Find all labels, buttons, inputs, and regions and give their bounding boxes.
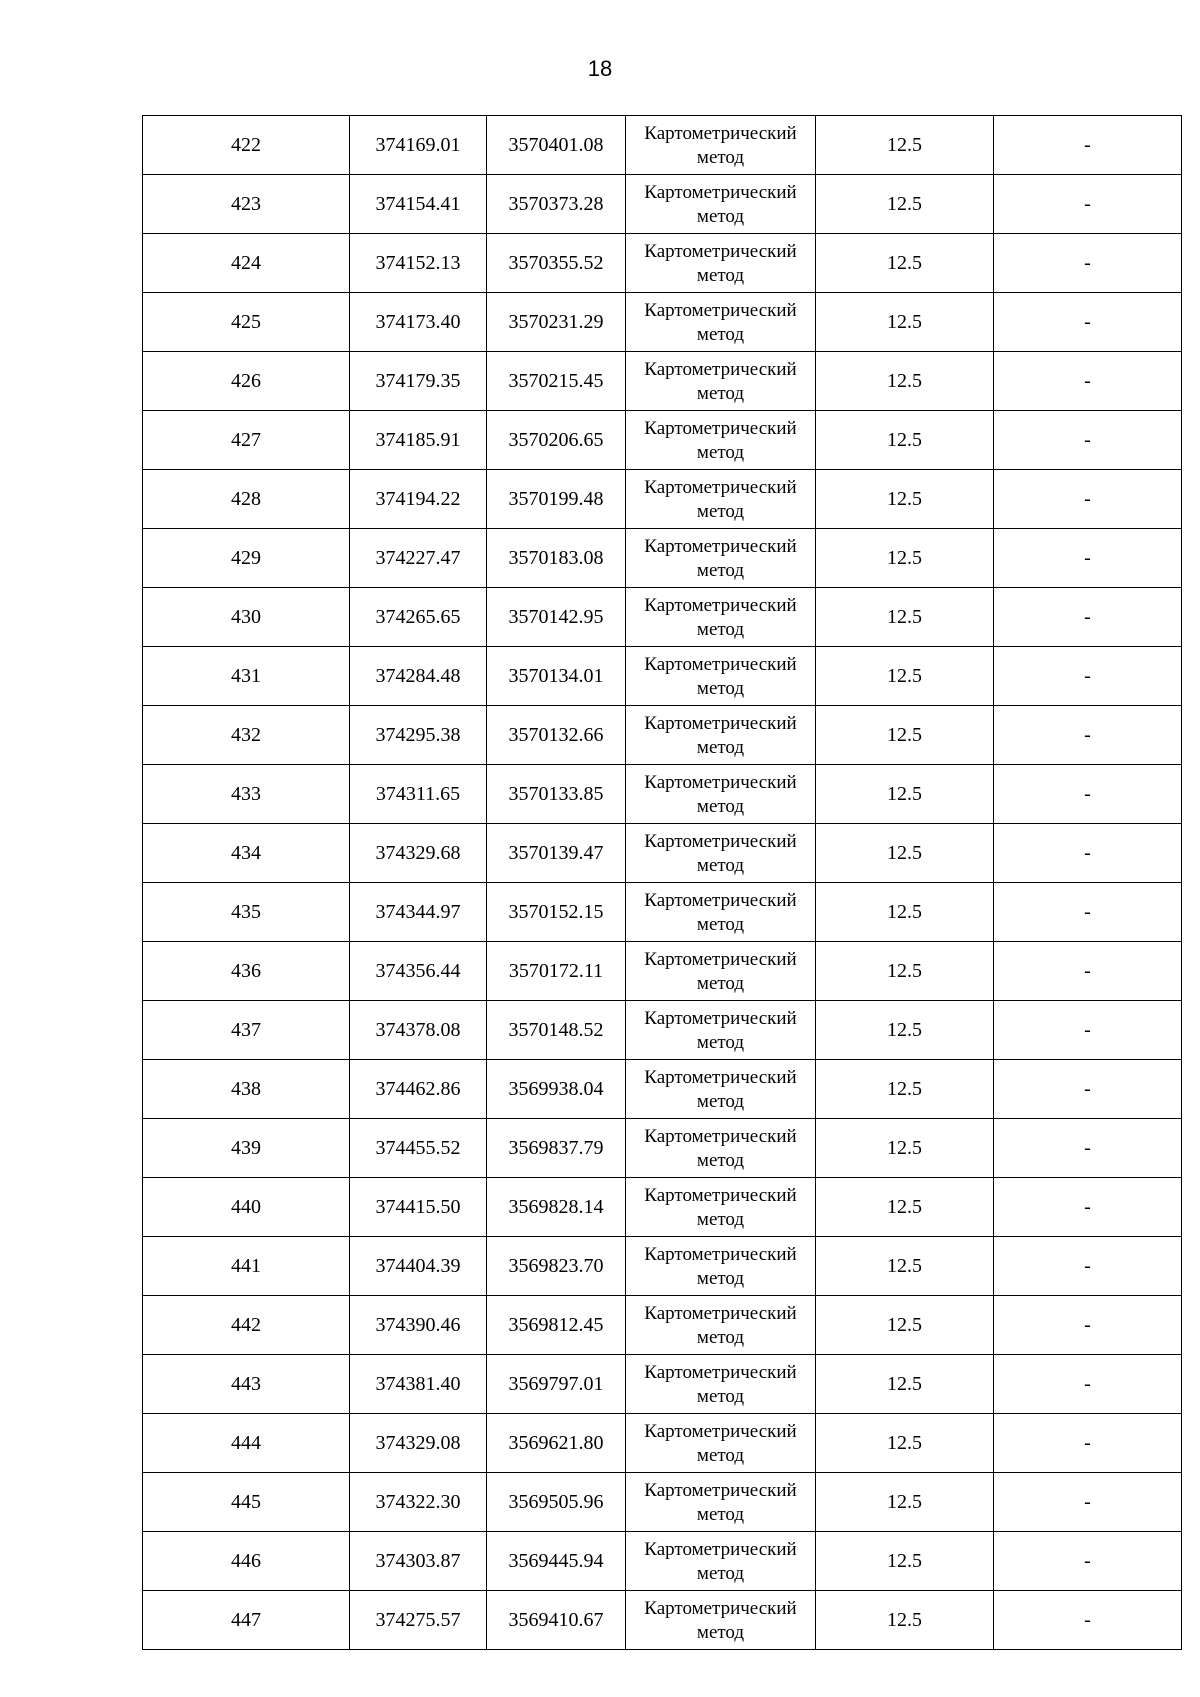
method-line-1: Картометрический — [644, 1303, 797, 1324]
table-row — [143, 1355, 1182, 1414]
method-cell — [626, 942, 816, 1001]
method-line-2: метод — [696, 1209, 745, 1230]
x-coordinate-cell: 374284.48 — [350, 647, 487, 706]
y-coordinate-cell: 3570183.08 — [487, 529, 626, 588]
method-line-1: Картометрический — [644, 713, 797, 734]
table-row — [143, 411, 1182, 470]
accuracy-cell: 12.5 — [816, 1473, 994, 1532]
point-number-cell: 423 — [143, 175, 350, 234]
method-line-2: метод — [696, 1622, 745, 1643]
method-line-1: Картометрический — [644, 1185, 797, 1206]
point-number-cell: 441 — [143, 1237, 350, 1296]
table-row — [143, 824, 1182, 883]
point-number-cell: 437 — [143, 1001, 350, 1060]
accuracy-cell: 12.5 — [816, 824, 994, 883]
method-line-2: метод — [696, 1504, 745, 1525]
page-number: 18 — [587, 56, 613, 81]
note-cell: - — [994, 411, 1182, 470]
table-row — [143, 116, 1182, 175]
method-line-2: метод — [696, 324, 745, 345]
point-number-cell: 434 — [143, 824, 350, 883]
method-line-1: Картометрический — [644, 477, 797, 498]
table-row — [143, 1591, 1182, 1650]
method-line-2: метод — [696, 619, 745, 640]
method-cell — [626, 293, 816, 352]
method-line-2: метод — [696, 796, 745, 817]
accuracy-cell: 12.5 — [816, 1591, 994, 1650]
table-row — [143, 647, 1182, 706]
table-row — [143, 352, 1182, 411]
method-line-1: Картометрический — [644, 182, 797, 203]
y-coordinate-cell: 3570132.66 — [487, 706, 626, 765]
method-line-1: Картометрический — [644, 359, 797, 380]
y-coordinate-cell: 3569797.01 — [487, 1355, 626, 1414]
note-cell: - — [994, 1591, 1182, 1650]
method-cell — [626, 824, 816, 883]
x-coordinate-cell: 374329.68 — [350, 824, 487, 883]
x-coordinate-cell: 374381.40 — [350, 1355, 487, 1414]
accuracy-cell: 12.5 — [816, 1414, 994, 1473]
note-cell: - — [994, 1296, 1182, 1355]
table-row — [143, 470, 1182, 529]
note-cell: - — [994, 116, 1182, 175]
x-coordinate-cell: 374169.01 — [350, 116, 487, 175]
method-cell — [626, 1237, 816, 1296]
x-coordinate-cell: 374455.52 — [350, 1119, 487, 1178]
x-coordinate-cell: 374390.46 — [350, 1296, 487, 1355]
method-line-2: метод — [696, 1386, 745, 1407]
table-row — [143, 1532, 1182, 1591]
note-cell: - — [994, 1414, 1182, 1473]
method-cell — [626, 1060, 816, 1119]
y-coordinate-cell: 3570215.45 — [487, 352, 626, 411]
point-number-cell: 427 — [143, 411, 350, 470]
table-row — [143, 1119, 1182, 1178]
method-line-2: метод — [696, 265, 745, 286]
y-coordinate-cell: 3569505.96 — [487, 1473, 626, 1532]
method-cell — [626, 411, 816, 470]
method-line-1: Картометрический — [644, 831, 797, 852]
accuracy-cell: 12.5 — [816, 942, 994, 1001]
point-number-cell: 429 — [143, 529, 350, 588]
table-row — [143, 883, 1182, 942]
accuracy-cell: 12.5 — [816, 352, 994, 411]
note-cell: - — [994, 529, 1182, 588]
accuracy-cell: 12.5 — [816, 175, 994, 234]
x-coordinate-cell: 374322.30 — [350, 1473, 487, 1532]
note-cell: - — [994, 1178, 1182, 1237]
coordinates-table — [142, 115, 1182, 1650]
method-cell — [626, 1532, 816, 1591]
method-line-1: Картометрический — [644, 536, 797, 557]
table-row — [143, 588, 1182, 647]
y-coordinate-cell: 3570231.29 — [487, 293, 626, 352]
table-row — [143, 1296, 1182, 1355]
method-line-2: метод — [696, 1032, 745, 1053]
note-cell: - — [994, 1355, 1182, 1414]
accuracy-cell: 12.5 — [816, 1178, 994, 1237]
accuracy-cell: 12.5 — [816, 1532, 994, 1591]
table-row — [143, 1178, 1182, 1237]
accuracy-cell: 12.5 — [816, 411, 994, 470]
method-line-2: метод — [696, 147, 745, 168]
y-coordinate-cell: 3569621.80 — [487, 1414, 626, 1473]
y-coordinate-cell: 3570148.52 — [487, 1001, 626, 1060]
table-row — [143, 529, 1182, 588]
x-coordinate-cell: 374275.57 — [350, 1591, 487, 1650]
table-row — [143, 1060, 1182, 1119]
method-line-2: метод — [696, 1327, 745, 1348]
note-cell: - — [994, 1237, 1182, 1296]
y-coordinate-cell: 3569410.67 — [487, 1591, 626, 1650]
x-coordinate-cell: 374356.44 — [350, 942, 487, 1001]
note-cell: - — [994, 588, 1182, 647]
x-coordinate-cell: 374173.40 — [350, 293, 487, 352]
point-number-cell: 443 — [143, 1355, 350, 1414]
x-coordinate-cell: 374194.22 — [350, 470, 487, 529]
method-line-1: Картометрический — [644, 890, 797, 911]
table-row — [143, 942, 1182, 1001]
note-cell: - — [994, 175, 1182, 234]
method-line-1: Картометрический — [644, 300, 797, 321]
accuracy-cell: 12.5 — [816, 1237, 994, 1296]
method-line-1: Картометрический — [644, 1421, 797, 1442]
x-coordinate-cell: 374154.41 — [350, 175, 487, 234]
method-line-2: метод — [696, 914, 745, 935]
note-cell: - — [994, 1060, 1182, 1119]
method-line-1: Картометрический — [644, 1067, 797, 1088]
method-cell — [626, 352, 816, 411]
point-number-cell: 428 — [143, 470, 350, 529]
accuracy-cell: 12.5 — [816, 883, 994, 942]
method-line-1: Картометрический — [644, 1008, 797, 1029]
table-row — [143, 765, 1182, 824]
method-cell — [626, 1355, 816, 1414]
method-line-2: метод — [696, 737, 745, 758]
note-cell: - — [994, 942, 1182, 1001]
point-number-cell: 433 — [143, 765, 350, 824]
x-coordinate-cell: 374462.86 — [350, 1060, 487, 1119]
note-cell: - — [994, 883, 1182, 942]
y-coordinate-cell: 3570401.08 — [487, 116, 626, 175]
y-coordinate-cell: 3570199.48 — [487, 470, 626, 529]
point-number-cell: 442 — [143, 1296, 350, 1355]
method-cell — [626, 1591, 816, 1650]
x-coordinate-cell: 374404.39 — [350, 1237, 487, 1296]
x-coordinate-cell: 374311.65 — [350, 765, 487, 824]
point-number-cell: 444 — [143, 1414, 350, 1473]
method-line-1: Картометрический — [644, 1480, 797, 1501]
point-number-cell: 430 — [143, 588, 350, 647]
note-cell: - — [994, 1119, 1182, 1178]
method-line-2: метод — [696, 206, 745, 227]
x-coordinate-cell: 374179.35 — [350, 352, 487, 411]
method-cell — [626, 116, 816, 175]
x-coordinate-cell: 374227.47 — [350, 529, 487, 588]
y-coordinate-cell: 3570373.28 — [487, 175, 626, 234]
y-coordinate-cell: 3570152.15 — [487, 883, 626, 942]
method-line-2: метод — [696, 442, 745, 463]
method-cell — [626, 647, 816, 706]
method-cell — [626, 470, 816, 529]
x-coordinate-cell: 374152.13 — [350, 234, 487, 293]
method-line-2: метод — [696, 1445, 745, 1466]
method-line-2: метод — [696, 973, 745, 994]
method-line-1: Картометрический — [644, 949, 797, 970]
method-line-1: Картометрический — [644, 1126, 797, 1147]
point-number-cell: 436 — [143, 942, 350, 1001]
accuracy-cell: 12.5 — [816, 706, 994, 765]
table-row — [143, 293, 1182, 352]
point-number-cell: 447 — [143, 1591, 350, 1650]
y-coordinate-cell: 3569445.94 — [487, 1532, 626, 1591]
point-number-cell: 432 — [143, 706, 350, 765]
method-line-1: Картометрический — [644, 123, 797, 144]
y-coordinate-cell: 3569837.79 — [487, 1119, 626, 1178]
note-cell: - — [994, 706, 1182, 765]
x-coordinate-cell: 374415.50 — [350, 1178, 487, 1237]
accuracy-cell: 12.5 — [816, 293, 994, 352]
note-cell: - — [994, 765, 1182, 824]
method-line-1: Картометрический — [644, 241, 797, 262]
point-number-cell: 446 — [143, 1532, 350, 1591]
y-coordinate-cell: 3569828.14 — [487, 1178, 626, 1237]
table-row — [143, 175, 1182, 234]
method-line-2: метод — [696, 855, 745, 876]
method-line-2: метод — [696, 501, 745, 522]
method-line-2: метод — [696, 1091, 745, 1112]
y-coordinate-cell: 3570139.47 — [487, 824, 626, 883]
note-cell: - — [994, 234, 1182, 293]
table-row — [143, 1473, 1182, 1532]
method-cell — [626, 588, 816, 647]
point-number-cell: 431 — [143, 647, 350, 706]
method-line-2: метод — [696, 1563, 745, 1584]
method-cell — [626, 234, 816, 293]
point-number-cell: 440 — [143, 1178, 350, 1237]
method-cell — [626, 1001, 816, 1060]
method-line-2: метод — [696, 383, 745, 404]
point-number-cell: 426 — [143, 352, 350, 411]
accuracy-cell: 12.5 — [816, 647, 994, 706]
accuracy-cell: 12.5 — [816, 1001, 994, 1060]
accuracy-cell: 12.5 — [816, 234, 994, 293]
method-line-1: Картометрический — [644, 1362, 797, 1383]
accuracy-cell: 12.5 — [816, 1355, 994, 1414]
accuracy-cell: 12.5 — [816, 1119, 994, 1178]
note-cell: - — [994, 647, 1182, 706]
point-number-cell: 435 — [143, 883, 350, 942]
method-cell — [626, 1296, 816, 1355]
method-cell — [626, 1414, 816, 1473]
point-number-cell: 439 — [143, 1119, 350, 1178]
table-row — [143, 706, 1182, 765]
method-cell — [626, 175, 816, 234]
note-cell: - — [994, 1001, 1182, 1060]
y-coordinate-cell: 3569938.04 — [487, 1060, 626, 1119]
method-cell — [626, 883, 816, 942]
method-line-2: метод — [696, 560, 745, 581]
method-line-1: Картометрический — [644, 418, 797, 439]
method-line-1: Картометрический — [644, 1598, 797, 1619]
method-line-2: метод — [696, 678, 745, 699]
accuracy-cell: 12.5 — [816, 1296, 994, 1355]
y-coordinate-cell: 3569812.45 — [487, 1296, 626, 1355]
x-coordinate-cell: 374265.65 — [350, 588, 487, 647]
method-cell — [626, 706, 816, 765]
y-coordinate-cell: 3570206.65 — [487, 411, 626, 470]
point-number-cell: 425 — [143, 293, 350, 352]
y-coordinate-cell: 3569823.70 — [487, 1237, 626, 1296]
point-number-cell: 445 — [143, 1473, 350, 1532]
note-cell: - — [994, 470, 1182, 529]
accuracy-cell: 12.5 — [816, 1060, 994, 1119]
method-line-1: Картометрический — [644, 1539, 797, 1560]
x-coordinate-cell: 374329.08 — [350, 1414, 487, 1473]
table-row — [143, 1414, 1182, 1473]
x-coordinate-cell: 374185.91 — [350, 411, 487, 470]
method-cell — [626, 529, 816, 588]
method-line-2: метод — [696, 1150, 745, 1171]
note-cell: - — [994, 1473, 1182, 1532]
point-number-cell: 438 — [143, 1060, 350, 1119]
accuracy-cell: 12.5 — [816, 588, 994, 647]
note-cell: - — [994, 293, 1182, 352]
table-row — [143, 1001, 1182, 1060]
method-line-1: Картометрический — [644, 772, 797, 793]
note-cell: - — [994, 824, 1182, 883]
x-coordinate-cell: 374344.97 — [350, 883, 487, 942]
accuracy-cell: 12.5 — [816, 765, 994, 824]
x-coordinate-cell: 374295.38 — [350, 706, 487, 765]
method-cell — [626, 1473, 816, 1532]
table-row — [143, 1237, 1182, 1296]
accuracy-cell: 12.5 — [816, 116, 994, 175]
table-row — [143, 234, 1182, 293]
note-cell: - — [994, 1532, 1182, 1591]
point-number-cell: 422 — [143, 116, 350, 175]
method-cell — [626, 1178, 816, 1237]
method-cell — [626, 1119, 816, 1178]
accuracy-cell: 12.5 — [816, 470, 994, 529]
note-cell: - — [994, 352, 1182, 411]
method-cell — [626, 765, 816, 824]
method-line-2: метод — [696, 1268, 745, 1289]
y-coordinate-cell: 3570142.95 — [487, 588, 626, 647]
method-line-1: Картометрический — [644, 654, 797, 675]
y-coordinate-cell: 3570133.85 — [487, 765, 626, 824]
method-line-1: Картометрический — [644, 1244, 797, 1265]
point-number-cell: 424 — [143, 234, 350, 293]
coordinates-table-body — [143, 116, 1182, 1650]
y-coordinate-cell: 3570355.52 — [487, 234, 626, 293]
y-coordinate-cell: 3570172.11 — [487, 942, 626, 1001]
x-coordinate-cell: 374378.08 — [350, 1001, 487, 1060]
y-coordinate-cell: 3570134.01 — [487, 647, 626, 706]
method-line-1: Картометрический — [644, 595, 797, 616]
accuracy-cell: 12.5 — [816, 529, 994, 588]
x-coordinate-cell: 374303.87 — [350, 1532, 487, 1591]
